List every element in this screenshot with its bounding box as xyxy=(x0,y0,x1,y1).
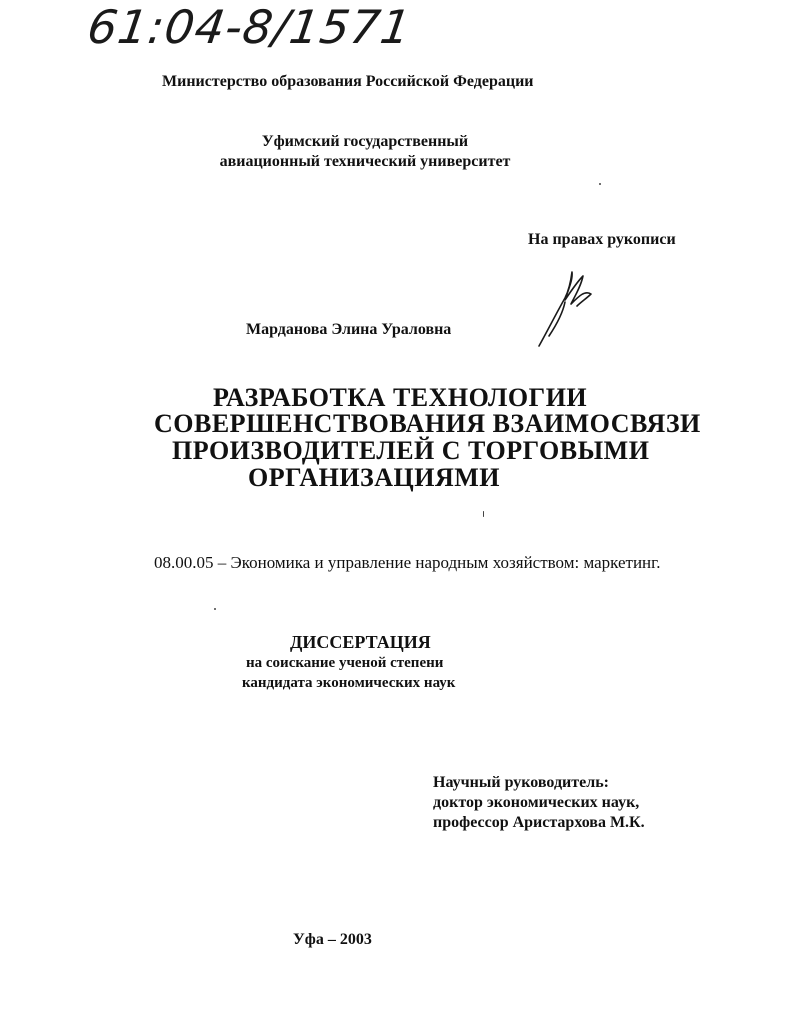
advisor-name: профессор Аристархова М.К. xyxy=(433,814,645,831)
title-line-2: СОВЕРШЕНСТВОВАНИЯ ВЗАИМОСВЯЗИ xyxy=(154,409,701,438)
specialty-code: 08.00.05 – Экономика и управление народным хозяйством: маркетинг. xyxy=(154,553,661,572)
title-line-1: РАЗРАБОТКА ТЕХНОЛОГИИ xyxy=(213,383,588,412)
author-name: Марданова Элина Ураловна xyxy=(246,321,452,338)
ministry-heading: Министерство образования Российской Федерации xyxy=(162,73,534,90)
archive-stamp-number: 61:04-8/1571 xyxy=(84,0,415,54)
document-type: ДИССЕРТАЦИЯ xyxy=(290,632,431,652)
degree-line-2: кандидата экономических наук xyxy=(242,675,456,691)
university-name xyxy=(200,132,530,172)
scan-speck xyxy=(214,608,216,610)
university-line-2: авиационный технический университет xyxy=(219,153,511,170)
university-line-1: Уфимский государственный xyxy=(261,133,469,150)
title-line-4: ОРГАНИЗАЦИЯМИ xyxy=(248,463,501,492)
signature-icon xyxy=(535,268,605,350)
degree-line-1: на соискание ученой степени xyxy=(246,655,444,671)
advisor-degree: доктор экономических наук, xyxy=(433,794,640,811)
scan-speck xyxy=(483,511,484,517)
advisor-heading: Научный руководитель: xyxy=(433,774,609,791)
city-year: Уфа – 2003 xyxy=(293,931,372,948)
scan-speck xyxy=(599,183,601,185)
manuscript-rights-note: На правах рукописи xyxy=(528,231,676,248)
title-line-3: ПРОИЗВОДИТЕЛЕЙ С ТОРГОВЫМИ xyxy=(172,436,650,465)
